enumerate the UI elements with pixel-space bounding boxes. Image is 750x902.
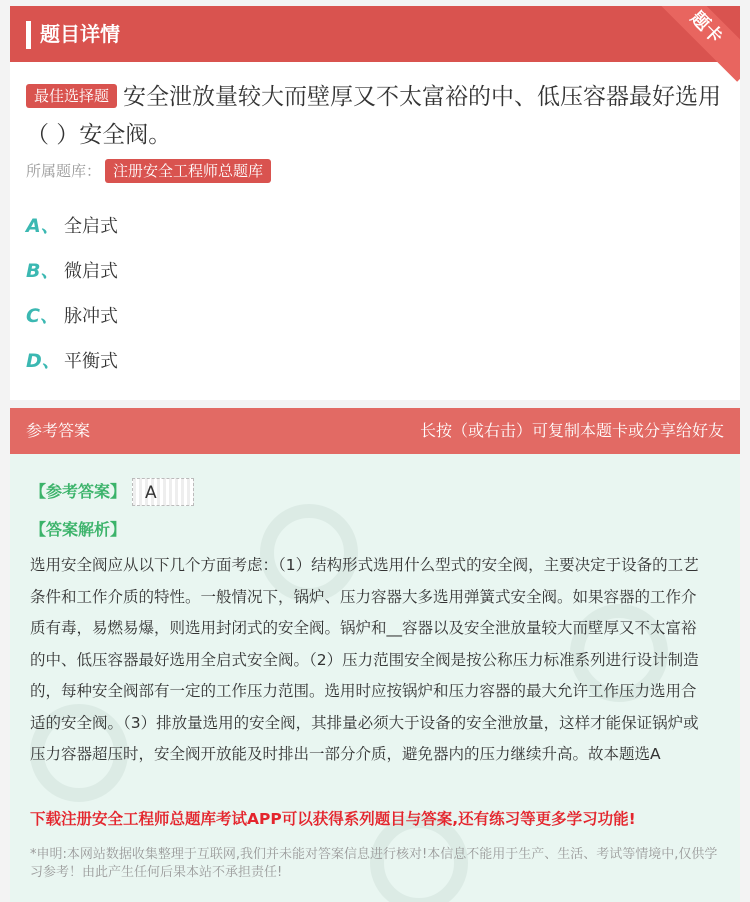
answer-panel	[10, 454, 740, 902]
option-c[interactable]	[26, 301, 118, 346]
option-list	[26, 211, 118, 391]
option-text: 平衡式	[64, 351, 118, 372]
card-header	[10, 6, 740, 62]
question-text: 安全泄放量较大而壁厚又不太富裕的中、低压容器最好选用（ ）安全阀。	[26, 84, 722, 148]
question-type-tag: 最佳选择题	[26, 84, 117, 108]
question-text-block	[26, 78, 726, 154]
option-text: 全启式	[64, 216, 118, 237]
option-letter: C、	[26, 305, 59, 327]
answer-value: A	[132, 478, 194, 506]
option-letter: D、	[26, 350, 61, 372]
option-letter: A、	[26, 215, 60, 237]
question-bank	[26, 158, 277, 184]
bank-label: 所属题库：	[26, 162, 102, 180]
answer-label: 【参考答案】	[30, 482, 127, 501]
disclaimer: *申明:本网站数据收集整理于互联网,我们并未能对答案信息进行核对!本信息不能用于生产、生活、考试等情境中,仅供学习参考！由此产生任何后果本站不承担责任!	[30, 847, 718, 880]
question-card	[10, 6, 740, 400]
header-title: 题目详情	[40, 22, 120, 46]
option-text: 微启式	[64, 261, 118, 282]
explanation-label: 【答案解析】	[30, 520, 127, 539]
option-a[interactable]	[26, 211, 118, 256]
app-promo-link[interactable]: 下载注册安全工程师总题库考试APP可以获得系列题目与答案,还有练习等更多学习功能!	[30, 810, 636, 828]
answer-bar	[10, 408, 740, 454]
option-d[interactable]	[26, 346, 118, 391]
answer-bar-title: 参考答案	[26, 421, 91, 440]
share-hint: 长按（或右击）可复制本题卡或分享给好友	[419, 421, 724, 440]
option-letter: B、	[26, 260, 60, 282]
option-b[interactable]	[26, 256, 118, 301]
corner-ribbon: 题卡	[652, 6, 740, 82]
explanation-text: 选用安全阀应从以下几个方面考虑：（1）结构形式选用什么型式的安全阀，主要决定于设备的工艺条件和工作介质的特性。一般情况下，锅炉、压力容器大多选用弹簧式安全阀。如果容器的工作介质有毒，易燃易爆，则选用封闭式的安全阀。锅炉和__容器以及安全泄放量较大而壁厚又不太富裕的中、低压容器最好选用全启式安全阀。（2）压力范围安全阀是按公称压力标准系列进行设计制造的，每种安全阀部有一定的工作压力范围。选用时应按锅炉和压力容器的最大允许工作压力选用合适的安全阀。（3）排放量选用的安全阀，其排量必须大于设备的安全泄放量，这样才能保证锅炉或压力容器超压时，安全阀开放能及时排出一部分介质，避免器内的压力继续升高。故本题选A	[30, 556, 699, 763]
bank-name-tag[interactable]: 注册安全工程师总题库	[105, 159, 271, 183]
header-accent-bar	[26, 21, 31, 49]
option-text: 脉冲式	[64, 306, 118, 327]
